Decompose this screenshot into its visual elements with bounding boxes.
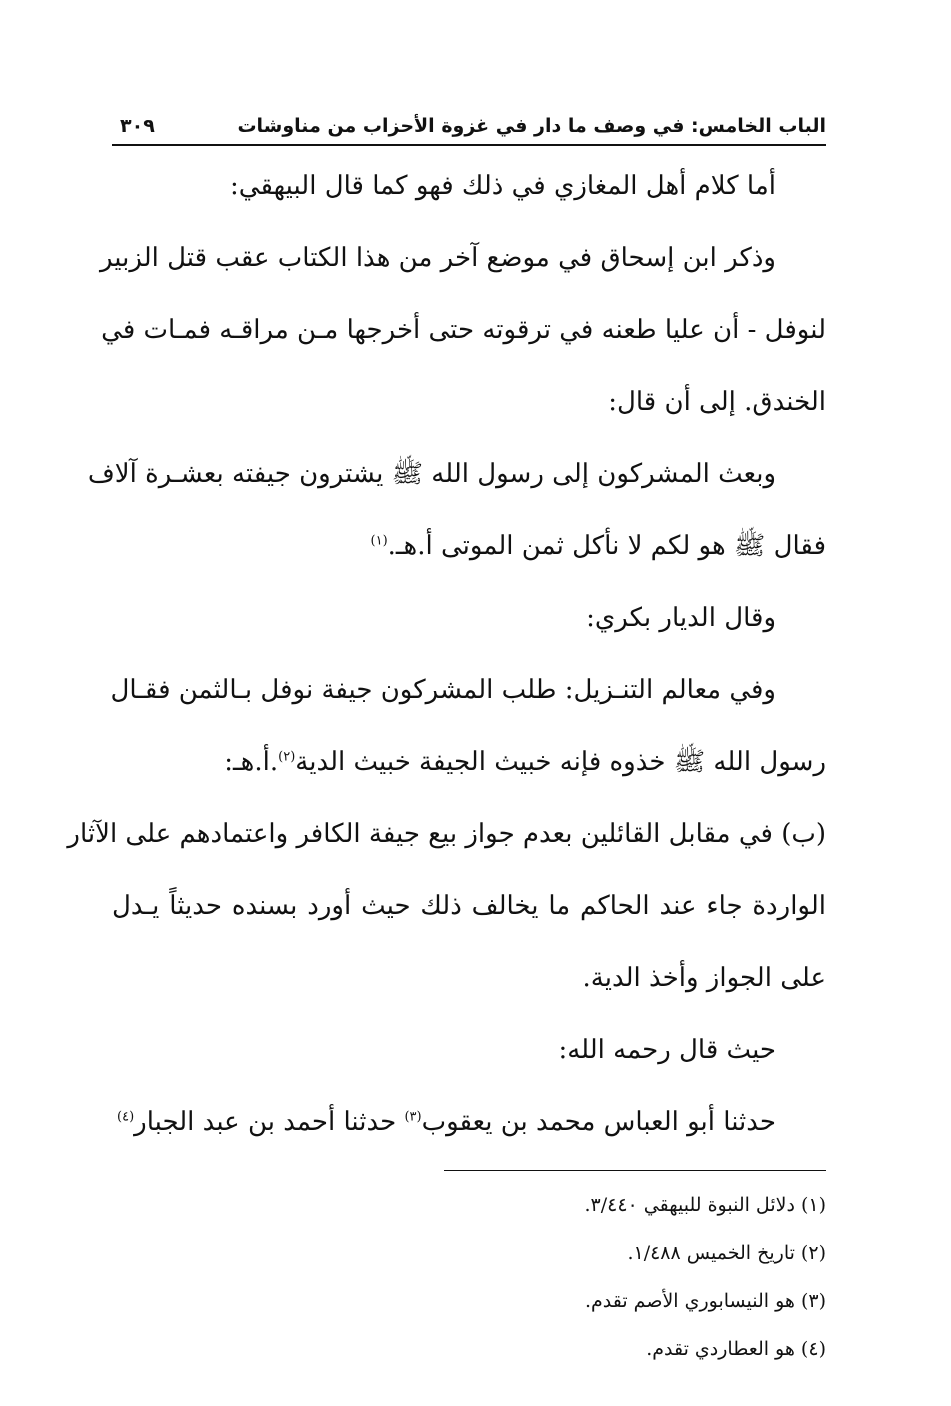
text-segment: وبعث المشركون إلى رسول الله ﷺ يشترون جيفته بعشـرة آلاف <box>87 459 776 489</box>
text-segment: الخندق. إلى أن قال: <box>608 387 826 417</box>
text-segment: أما كلام أهل المغازي في ذلك فهو كما قال البيهقي: <box>230 171 776 201</box>
running-header <box>112 108 826 146</box>
book-page <box>67 108 826 1360</box>
text-segment: على الجواز وأخذ الدية. <box>582 963 826 993</box>
text-segment: وفي معالم التنـزيل: طلب المشركون جيفة نوفل بـالثمن فقـال <box>110 675 776 705</box>
footnote-marker[interactable]: (٣) <box>404 1109 422 1125</box>
footnote: (١) دلائل النبوة للبيهقي ٣/٤٤٠. <box>584 1194 826 1216</box>
text-line <box>87 438 826 510</box>
footnote-marker[interactable]: (٤) <box>117 1109 135 1125</box>
text-segment: فقال ﷺ هو لكم لا نأكل ثمن الموتى أ.هـ. <box>387 531 826 561</box>
page-number: ٣٠٩ <box>120 115 155 137</box>
text-line <box>112 366 826 438</box>
text-line <box>112 942 826 1014</box>
text-line <box>112 870 826 942</box>
text-segment: الواردة جاء عند الحاكم ما يخالف ذلك حيث أورد بسنده حديثاً يـدل <box>112 891 826 921</box>
text-line <box>112 510 826 582</box>
footnote-marker[interactable]: (٢) <box>278 749 296 765</box>
text-line <box>112 150 826 222</box>
footnote: (٢) تاريخ الخميس ١/٤٨٨. <box>627 1242 826 1264</box>
footnote-marker[interactable]: (١) <box>370 533 388 549</box>
text-line <box>99 222 826 294</box>
text-segment: حيث قال رحمه الله: <box>558 1035 776 1065</box>
text-segment: (ب) في مقابل القائلين بعدم جواز بيع جيفة الكافر واعتمادهم على الآثار <box>67 819 826 849</box>
main-text <box>67 150 826 1158</box>
text-line <box>112 582 826 654</box>
text-segment: حدثنا أبو العباس محمد بن يعقوب <box>421 1107 776 1137</box>
text-segment: رسول الله ﷺ خذوه فإنه خبيث الجيفة خبيث الدية <box>295 747 826 777</box>
chapter-title: الباب الخامس: في وصف ما دار في غزوة الأحزاب من مناوشات <box>237 115 826 137</box>
footnotes <box>112 1181 826 1373</box>
text-segment: وقال الديار بكري: <box>586 603 776 633</box>
text-line <box>112 1086 826 1158</box>
text-line <box>101 294 826 366</box>
text-line <box>112 654 826 726</box>
footnote: (٤) هو العطاردي تقدم. <box>646 1338 826 1360</box>
text-segment: لنوفل - أن عليا طعنه في ترقوته حتى أخرجها مـن مراقـه فمـات في <box>101 315 826 345</box>
footnote-separator <box>444 1170 826 1171</box>
text-line <box>112 726 826 798</box>
footnote: (٣) هو النيسابوري الأصم تقدم. <box>584 1290 826 1312</box>
text-segment: حدثنا أحمد بن عبد الجبار <box>134 1107 405 1137</box>
text-line <box>67 798 826 870</box>
text-line <box>112 1014 826 1086</box>
text-segment: .أ.هـ: <box>224 747 279 777</box>
text-segment: وذكر ابن إسحاق في موضع آخر من هذا الكتاب عقب قتل الزبير <box>99 243 776 273</box>
